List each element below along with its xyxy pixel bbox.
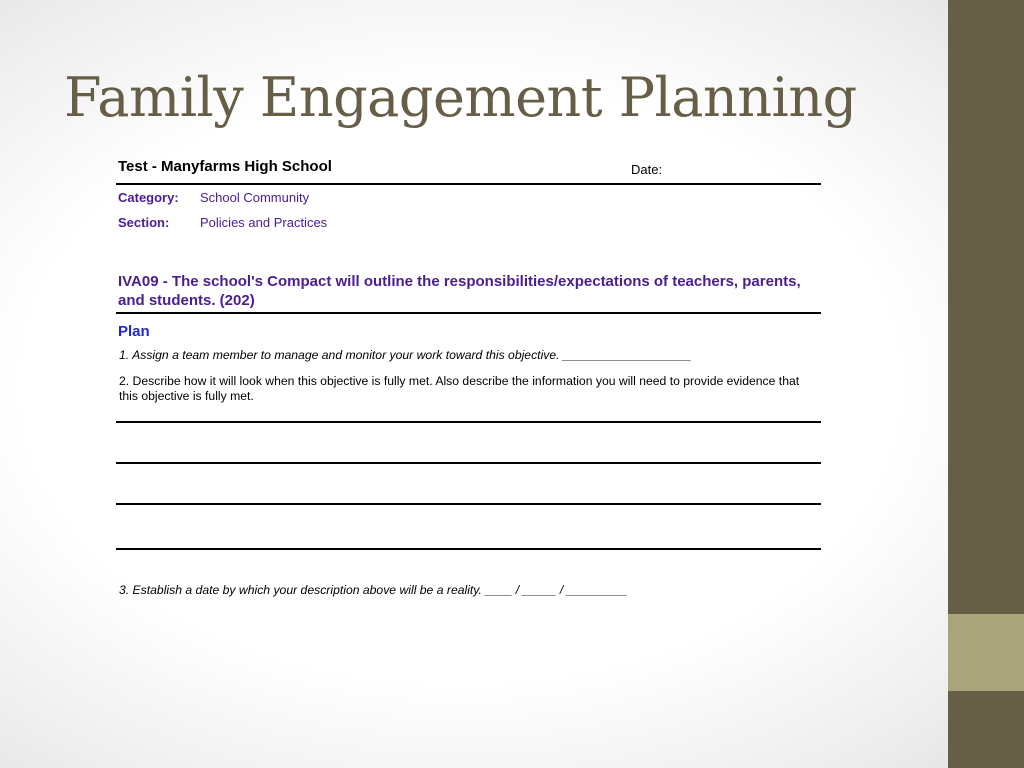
- planning-form-image: [116, 154, 821, 614]
- writing-line: [116, 421, 821, 423]
- plan-step-1: 1. Assign a team member to manage and monitor your work toward this objective. ___________________: [119, 348, 692, 362]
- section-row: [118, 215, 327, 230]
- writing-line: [116, 462, 821, 464]
- plan-step-3: 3. Establish a date by which your description above will be a reality. ____ / _____ / _________: [119, 583, 628, 597]
- objective-statement: IVA09 - The school's Compact will outline the responsibilities/expectations of teachers, parents, and students. (202): [118, 273, 801, 309]
- school-name: Test - Manyfarms High School: [118, 158, 332, 175]
- header-divider: [116, 183, 821, 185]
- section-value: Policies and Practices: [200, 215, 328, 230]
- objective-divider: [116, 312, 821, 314]
- plan-step-2: 2. Describe how it will look when this objective is fully met. Also describe the information you will need to provide evidence that this objective is fully met.: [119, 374, 800, 403]
- category-value: School Community: [200, 190, 310, 205]
- category-row: [118, 190, 309, 205]
- writing-line: [116, 503, 821, 505]
- section-label: Section:: [118, 215, 170, 230]
- date-label: Date:: [631, 162, 663, 177]
- slide-title: Family Engagement Planning: [64, 66, 857, 129]
- writing-line: [116, 548, 821, 550]
- plan-heading: Plan: [118, 323, 150, 340]
- sidebar-accent-block: [948, 614, 1024, 691]
- category-label: Category:: [118, 190, 179, 205]
